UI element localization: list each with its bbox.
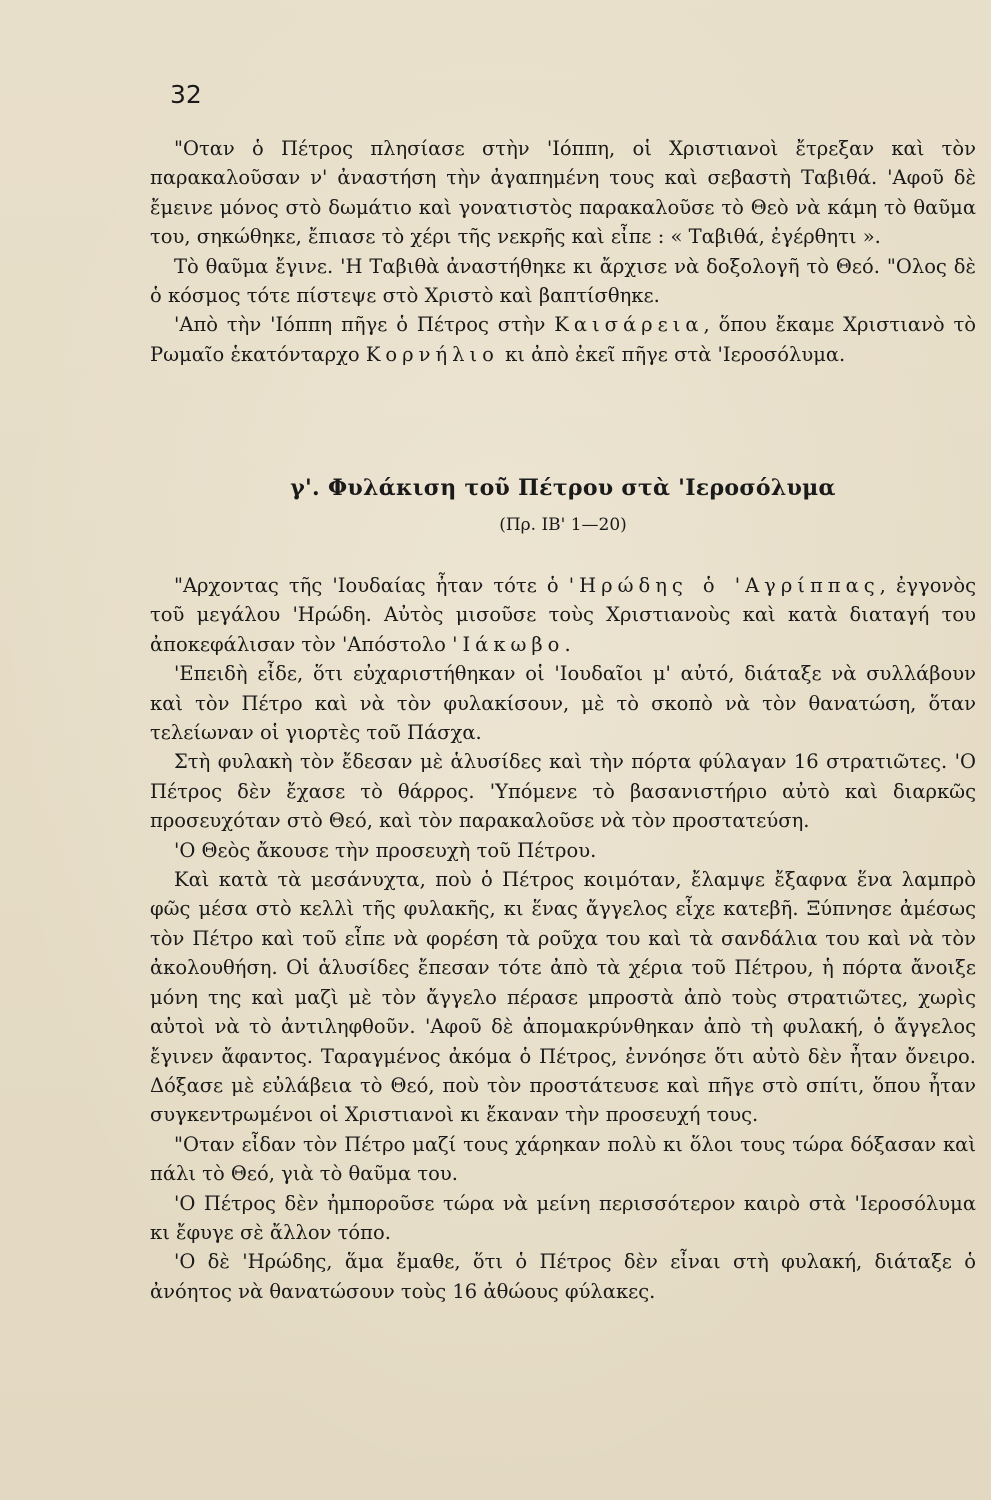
text-run: "Αρχοντας τῆς 'Ιουδαίας ἦταν τότε ὁ bbox=[174, 574, 569, 597]
paragraph: Καὶ κατὰ τὰ μεσάνυχτα, ποὺ ὁ Πέτρος κοιμόταν, ἔλαμψε ἔξαφνα ἕνα λαμπρὸ φῶς μέσα στὸ κελλὶ τῆς φυλακῆς, κι ἕνας ἄγγελος εἶχε κατεβῆ. Ξύπνησε ἀμέσως τὸν Πέτρο καὶ τοῦ εἶπε νὰ φορέση τὰ ροῦχα του καὶ τὰ σανδάλια του καὶ νὰ τὸν ἀκολουθήση. Οἱ ἁλυσίδες ἔπεσαν τότε ἀπὸ τὰ χέρια τοῦ Πέτρου, ἡ πόρτα ἄνοιξε μόνη της καὶ μαζὶ μὲ τὸν ἄγγελο πέρασε μπροστὰ ἀπὸ τοὺς στρατιῶτες, χωρὶς αὐτοὶ νὰ τὸ ἀντιληφθοῦν. 'Αφοῦ δὲ ἀπομακρύνθηκαν ἀπὸ τὴ φυλακή, ὁ ἄγγελος ἔγινεν ἄφαντος. Ταραγμένος ἀκόμα ὁ Πέτρος, ἐννόησε ὅτι αὐτὸ δὲν ἦταν ὄνειρο. Δόξασε μὲ εὐλάβεια τὸ Θεό, ποὺ τὸν προστάτευσε καὶ πῆγε στὸ σπίτι, ὅπου ἦταν συγκεντρωμένοι οἱ Χριστιανοὶ κι ἔκαναν τὴν προσευχή τους. bbox=[150, 868, 976, 1127]
paragraph: Στὴ φυλακὴ τὸν ἔδεσαν μὲ ἁλυσίδες καὶ τὴν πόρτα φύλαγαν 16 στρατιῶτες. 'Ο Πέτρος δὲν ἔχασε τὸ θάρρος. 'Υπόμενε τὸ βασανιστήριο αὐτὸ καὶ διαρκῶς προσευχόταν στὸ Θεό, καὶ τὸν παρακαλοῦσε νὰ τὸν προστατεύση. bbox=[150, 750, 976, 833]
text-run: . bbox=[564, 632, 571, 656]
text-run: κι ἀπὸ ἐκεῖ πῆγε στὰ 'Ιεροσόλυμα. bbox=[498, 342, 846, 366]
spaced-name: 'Ιάκωβο bbox=[452, 632, 565, 656]
paragraph bbox=[150, 571, 976, 659]
section-1-text bbox=[150, 134, 976, 369]
section-2-text bbox=[150, 571, 976, 1306]
paragraph: "Οταν εἶδαν τὸν Πέτρο μαζί τους χάρηκαν πολὺ κι ὅλοι τους τώρα δόξασαν καὶ πάλι τὸ Θεό, γιὰ τὸ θαῦμα του. bbox=[150, 1132, 976, 1186]
paragraph: "Οταν ὁ Πέτρος πλησίασε στὴν 'Ιόππη, οἱ Χριστιανοὶ ἔτρεξαν καὶ τὸν παρακαλοῦσαν ν' ἀναστήση τὴν ἀγαπημένη τους καὶ σεβαστὴ Ταβιθά. 'Αφοῦ δὲ ἔμεινε μόνος στὸ δωμάτιο καὶ γονατιστὸς παρακαλοῦσε τὸ Θεὸ νὰ κάμη τὸ θαῦμα του, σηκώθηκε, ἔπιασε τὸ χέρι τῆς νεκρῆς καὶ εἶπε : « Ταβιθά, ἐγέρθητι ». bbox=[150, 137, 976, 249]
text-run: , ἐγγονὸς τοῦ μεγάλου 'Ηρώδη. Αὐτὸς μισοῦσε τοὺς Χριστιανοὺς καὶ κατὰ διαταγή του ἀποκεφάλισαν τὸν 'Απόστολο bbox=[150, 574, 976, 656]
text-run: 'Απὸ τὴν 'Ιόππη πῆγε ὁ Πέτρος στὴν bbox=[174, 313, 555, 337]
paragraph: 'Ο Θεὸς ἄκουσε τὴν προσευχὴ τοῦ Πέτρου. bbox=[174, 838, 597, 862]
paragraph bbox=[150, 310, 976, 369]
scripture-reference: (Πρ. ΙΒ' 1—20) bbox=[499, 515, 627, 535]
spaced-name: 'Ηρώδης ὁ 'Αγρίππας bbox=[568, 574, 880, 597]
paragraph: Τὸ θαῦμα ἔγινε. 'Η Ταβιθὰ ἀναστήθηκε κι ἄρχισε νὰ δοξολογῆ τὸ Θεό. "Ολος δὲ ὁ κόσμος τότε πίστεψε στὸ Χριστὸ καὶ βαπτίσθηκε. bbox=[150, 254, 976, 308]
paragraph: 'Ο Πέτρος δὲν ἠμποροῦσε τώρα νὰ μείνη περισσότερον καιρὸ στὰ 'Ιεροσόλυμα κι ἔφυγε σὲ ἄλλον τόπο. bbox=[150, 1191, 976, 1244]
paragraph: 'Επειδὴ εἶδε, ὅτι εὐχαριστήθηκαν οἱ 'Ιουδαῖοι μ' αὐτό, διάταξε νὰ συλλάβουν καὶ τὸν Πέτρο καὶ νὰ τὸν φυλακίσουν, μὲ τὸ σκοπὸ νὰ τὸν θανατώση, ὅταν τελείωναν οἱ γιορτὲς τοῦ Πάσχα. bbox=[150, 662, 976, 745]
page-number: 32 bbox=[170, 80, 202, 109]
spaced-name: Κορνήλιο bbox=[365, 342, 499, 366]
section-heading: γ'. Φυλάκιση τοῦ Πέτρου στὰ 'Ιεροσόλυμα bbox=[290, 475, 836, 501]
text-run: , ὅπου ἔκαμε Χριστιανὸ τὸ Ρωμαῖο ἑκατόνταρχο bbox=[150, 313, 977, 366]
spaced-name: Καισάρεια bbox=[554, 313, 704, 337]
paragraph: 'Ο δὲ 'Ηρώδης, ἅμα ἔμαθε, ὅτι ὁ Πέτρος δὲν εἶναι στὴ φυλακή, διάταξε ὁ ἀνόητος νὰ θανατώσουν τοὺς 16 ἀθώους φύλακες. bbox=[150, 1250, 976, 1303]
